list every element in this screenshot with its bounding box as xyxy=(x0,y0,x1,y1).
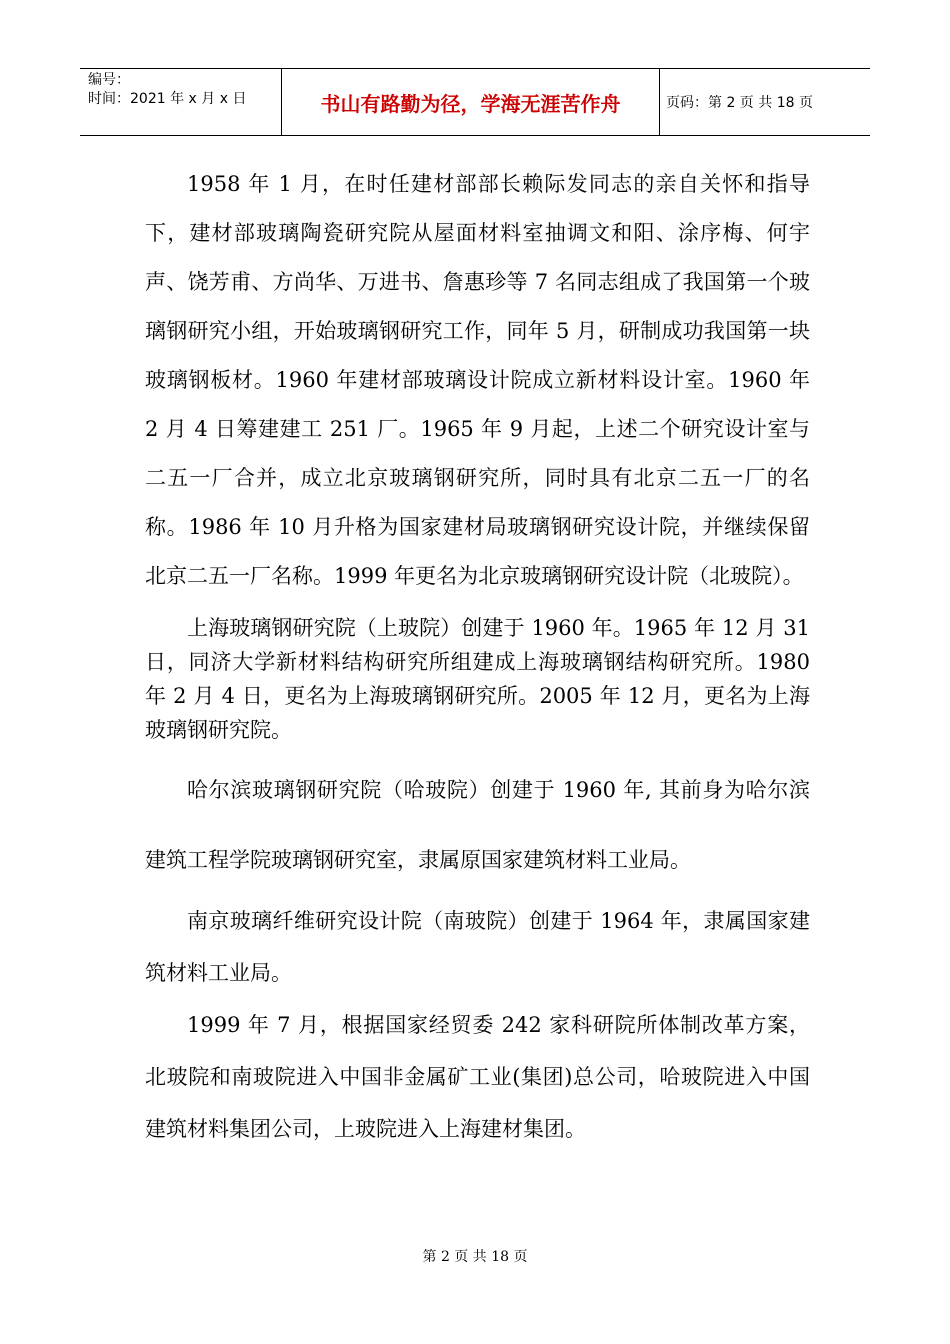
footer-page-number: 第 2 页 共 18 页 xyxy=(422,1249,528,1265)
header-page-info: 页码：第 2 页 共 18 页 xyxy=(666,95,813,111)
paragraph-nanjing: 南京玻璃纤维研究设计院（南玻院）创建于 1964 年，隶属国家建筑材料工业局。 xyxy=(145,909,810,985)
page-footer xyxy=(0,1246,950,1266)
paragraph-shanghai: 上海玻璃钢研究院（上玻院）创建于 1960 年。1965 年 12 月 31 日，同济大学新材料结构研究所组建成上海玻璃钢结构研究所。1980 年 2 月 4 日，更名为上海玻璃钢研究所。2005 年 12 月，更名为上海玻璃钢研究院。 xyxy=(145,616,810,742)
time-label: 时间：2021 年 x 月 x 日 xyxy=(88,91,247,107)
paragraph-beijing: 1958 年 1 月，在时任建材部部长赖际发同志的亲自关怀和指导下，建材部玻璃陶瓷研究院从屋面材料室抽调文和阳、涂序梅、何宇声、饶芳甫、方尚华、万进书、詹惠珍等 7 名同志组成了我国第一个玻璃钢研究小组，开始玻璃钢研究工作，同年 5 月，研制成功我国第一块玻璃钢板材。1960 年建材部玻璃设计院成立新材料设计室。1960 年 2 月 4 日筹建建工 251 厂。1965 年 9 月起，上述二个研究设计室与二五一厂合并，成立北京玻璃钢研究所，同时具有北京二五一厂的名称。1986 年 10 月升格为国家建材局玻璃钢研究设计院，并继续保留北京二五一厂名称。1999 年更名为北京玻璃钢研究设计院（北玻院）。 xyxy=(145,172,810,588)
header-page-cell xyxy=(660,69,870,135)
document-header xyxy=(80,68,870,136)
paragraph-reform: 1999 年 7 月，根据国家经贸委 242 家科研院所体制改革方案，北玻院和南玻院进入中国非金属矿工业(集团)总公司，哈玻院进入中国建筑材料集团公司，上玻院进入上海建材集团。 xyxy=(145,1013,810,1141)
number-label: 编号： xyxy=(88,72,130,88)
header-motto-cell xyxy=(282,69,660,135)
motto-text: 书山有路勤为径，学海无涯苦作舟 xyxy=(320,91,621,116)
document-body xyxy=(145,160,810,1155)
paragraph-harbin: 哈尔滨玻璃钢研究院（哈玻院）创建于 1960 年, 其前身为哈尔滨建筑工程学院玻璃钢研究室，隶属原国家建筑材料工业局。 xyxy=(145,778,810,872)
header-meta-cell xyxy=(80,69,282,135)
